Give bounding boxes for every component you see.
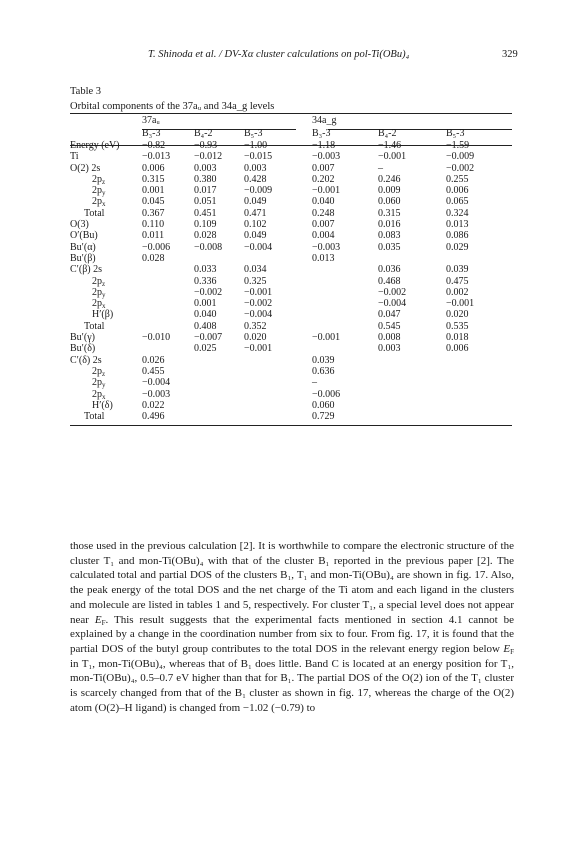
row-label: $2p_y$	[92, 286, 106, 299]
body-text: those used in the previous calculation [2]. It is worthwhile to compare the electronic structure of the cluster T₁ and mon-Ti(OBu)₄ with that of the cluster B₁ reported in the previous paper [2]. The calculated total and partial DOS of the clusters B₁, T₁ and mon-Ti(OBu)₄ are shown in fig. 17. Also, the peak energy of the total DOS and the net charge of the Ti atom and each ligand in the clusters and molecule are listed in tables 1 and 5, respectively. For cluster T₁, a special level does not appear near $E_F$. This result suggests that the experimental facts mentioned in section 4.1 cannot be explained by a change in the coordination number from six to four. From fig. 17, it is found that the partial DOS of the butyl group contributes to the total DOS in the relevant energy region below $E_F$ in T₁, mon-Ti(OBu)₄, whereas that of B₁ does little. Band C is located at an energy position for T₁, mon-Ti(OBu)₄, 0.5–0.7 eV higher than that for B₁. The partial DOS of the O(2) ion of the T₁ cluster is scarcely changed from that of the B₁ cluster as shown in fig. 17, whereas the charge of the O(2) atom (O(2)–H ligand) is changed from −1.02 (−0.79) to	[70, 540, 514, 714]
table-cell	[312, 276, 378, 287]
table-cell: −0.001	[244, 343, 273, 355]
table-row	[70, 377, 512, 388]
table-cell: −0.009	[446, 151, 475, 163]
table-cell: 0.040	[194, 309, 217, 321]
table-cell: 0.065	[446, 196, 469, 208]
table-cell: −0.82	[142, 140, 166, 151]
row-label: C′(δ) 2s	[70, 354, 102, 366]
table-cell: 0.018	[446, 332, 469, 344]
table-cell: 0.051	[194, 196, 217, 208]
table-cell: 0.006	[446, 185, 469, 197]
row-label: $2p_y$	[92, 185, 106, 198]
table-cell	[312, 298, 378, 309]
table-cell: −1.46	[378, 140, 402, 151]
table-cell: 0.315	[378, 207, 401, 219]
table-row	[70, 332, 512, 343]
table-cell: −0.001	[378, 151, 407, 163]
table-cell: –	[378, 162, 383, 174]
table-cell: 0.006	[446, 343, 469, 355]
table-cell: −0.004	[244, 241, 273, 253]
table-cell: −0.009	[244, 185, 273, 197]
table-cell: 0.007	[312, 219, 335, 231]
table-cell: 0.246	[378, 173, 401, 185]
table-cell: 0.001	[194, 298, 217, 310]
column-header: B₃-3	[312, 127, 331, 139]
table-cell: 0.109	[194, 219, 217, 231]
table-row	[70, 185, 512, 196]
table-cell: 0.352	[244, 320, 267, 332]
table-row	[70, 163, 512, 174]
table-cell: 0.035	[378, 241, 401, 253]
table-cell: 0.367	[142, 207, 165, 219]
table-cell	[244, 411, 312, 422]
table-cell	[312, 343, 378, 354]
table-cell: 0.025	[194, 343, 217, 355]
row-label: Ti	[70, 151, 79, 163]
group-header-37au: 37aᵤ	[142, 115, 160, 127]
column-header: B₄-2	[194, 127, 213, 139]
table-cell: 0.475	[446, 275, 469, 287]
table-cell: −0.003	[312, 241, 341, 253]
row-label: $2p_y$	[92, 377, 106, 390]
table-cell	[142, 264, 194, 275]
table-cell	[312, 309, 378, 320]
table-cell	[446, 253, 512, 264]
table-cell: 0.007	[312, 162, 335, 174]
table-cell	[378, 366, 446, 377]
table-cell	[244, 253, 312, 264]
table-cell: 0.636	[312, 365, 335, 377]
table-cell: 0.028	[194, 230, 217, 242]
table-row	[70, 151, 512, 162]
table-cell	[142, 309, 194, 320]
table-cell	[378, 411, 446, 422]
table-cell	[142, 287, 194, 298]
table-cell	[194, 377, 244, 388]
table-row	[70, 208, 512, 219]
row-label: C′(β) 2s	[70, 264, 102, 276]
row-label: Energy (eV)	[70, 140, 120, 151]
table-cell: –	[312, 377, 317, 389]
table-cell	[244, 400, 312, 411]
table-cell: −0.004	[378, 298, 407, 310]
table-cell: −0.002	[244, 298, 273, 310]
table-cell: 0.380	[194, 173, 217, 185]
table-cell: −0.013	[142, 151, 171, 163]
row-label: Total	[84, 320, 105, 332]
table-row	[70, 196, 512, 207]
table-row	[70, 355, 512, 366]
table-cell: 0.034	[244, 264, 267, 276]
table-cell: 0.428	[244, 173, 267, 185]
table-cell: −0.003	[142, 388, 171, 400]
table-cell: 0.020	[244, 332, 267, 344]
table-cell: −0.001	[312, 332, 341, 344]
table-cell: 0.248	[312, 207, 335, 219]
row-label: Bu′(α)	[70, 241, 96, 253]
table-cell: 0.006	[142, 162, 165, 174]
table-cell: −0.002	[378, 286, 407, 298]
table-cell: 0.545	[378, 320, 401, 332]
table-row	[70, 174, 512, 185]
table-row	[70, 400, 512, 411]
table-cell	[194, 355, 244, 366]
column-header: B₃-3	[142, 127, 161, 139]
table-cell: −0.010	[142, 332, 171, 344]
table-cell	[244, 366, 312, 377]
table-cell: 0.003	[378, 343, 401, 355]
table-cell: 0.324	[446, 207, 469, 219]
page-number: 329	[502, 49, 518, 60]
table-cell: 0.049	[244, 230, 267, 242]
table-row	[70, 389, 512, 400]
body-paragraph	[70, 539, 514, 715]
table-cell	[446, 411, 512, 422]
table-cell: 0.468	[378, 275, 401, 287]
running-title: T. Shinoda et al. / DV-Xα cluster calculations on pol-Ti(OBu)₄	[148, 49, 410, 60]
table-cell	[312, 321, 378, 332]
table-row	[70, 253, 512, 264]
table-cell: 0.001	[142, 185, 165, 197]
table-cell: 0.016	[378, 219, 401, 231]
table-cell: 0.102	[244, 219, 267, 231]
table-cell	[142, 276, 194, 287]
table-row	[70, 309, 512, 320]
group-header-row	[70, 115, 512, 127]
table-cell: 0.471	[244, 207, 267, 219]
table-cell: 0.003	[244, 162, 267, 174]
row-label: $2p_z$	[92, 275, 106, 288]
table-cell: 0.408	[194, 320, 217, 332]
table-row	[70, 140, 512, 151]
table-cell: 0.040	[312, 196, 335, 208]
table-cell: 0.086	[446, 230, 469, 242]
table-cell: −0.93	[194, 140, 218, 151]
table-cell: 0.060	[378, 196, 401, 208]
table-cell	[194, 366, 244, 377]
row-label: Bu′(γ)	[70, 332, 95, 344]
table-cell	[244, 377, 312, 388]
table-cell	[446, 377, 512, 388]
table-cell	[446, 389, 512, 400]
table-cell: 0.029	[446, 241, 469, 253]
table-cell	[194, 253, 244, 264]
table-cell: −0.001	[312, 185, 341, 197]
table-cell: 0.009	[378, 185, 401, 197]
table-cell: 0.049	[244, 196, 267, 208]
table-cell	[446, 366, 512, 377]
table-cell	[142, 298, 194, 309]
table-cell: 0.325	[244, 275, 267, 287]
table-cell: −0.015	[244, 151, 273, 163]
row-label: O′(Bu)	[70, 230, 98, 242]
table-row	[70, 366, 512, 377]
table-cell: 0.336	[194, 275, 217, 287]
table-cell: 0.008	[378, 332, 401, 344]
row-label: O(2) 2s	[70, 162, 101, 174]
table-top-rule	[70, 113, 512, 114]
table-cell: −0.008	[194, 241, 223, 253]
table-cell	[194, 400, 244, 411]
table-cell	[378, 400, 446, 411]
row-label: H′(δ)	[92, 399, 113, 411]
table-cell: 0.255	[446, 173, 469, 185]
row-label: Total	[84, 207, 105, 219]
table-cell: 0.003	[194, 162, 217, 174]
table-cell	[244, 355, 312, 366]
table-cell: −1.59	[446, 140, 470, 151]
column-header: B₅-3	[446, 127, 465, 139]
table-cell: 0.004	[312, 230, 335, 242]
row-label: $2p_x$	[92, 196, 106, 209]
table-cell: 0.110	[142, 219, 165, 231]
table-cell	[142, 343, 194, 354]
row-label: Bu′(δ)	[70, 343, 96, 355]
table-row	[70, 264, 512, 275]
table-cell: 0.011	[142, 230, 165, 242]
table-cell: −0.004	[142, 377, 171, 389]
table-cell: 0.022	[142, 399, 165, 411]
table-cell: 0.026	[142, 354, 165, 366]
table-row	[70, 242, 512, 253]
table-cell: 0.047	[378, 309, 401, 321]
table-cell: −0.007	[194, 332, 223, 344]
table-cell: −0.002	[194, 286, 223, 298]
row-label: O(3)	[70, 219, 89, 231]
table-cell: 0.033	[194, 264, 217, 276]
table-cell	[378, 377, 446, 388]
row-label: $2p_z$	[92, 365, 106, 378]
table-cell: 0.451	[194, 207, 217, 219]
table-cell: 0.039	[312, 354, 335, 366]
running-header	[0, 49, 576, 65]
table-cell	[142, 321, 194, 332]
row-label: H′(β)	[92, 309, 114, 321]
table-cell: 0.083	[378, 230, 401, 242]
table-cell: 0.202	[312, 173, 335, 185]
table-title: Orbital components of the 37aᵤ and 34a_g levels	[70, 101, 275, 112]
row-label: Total	[84, 411, 105, 423]
table-cell: 0.535	[446, 320, 469, 332]
table-cell: 0.020	[446, 309, 469, 321]
table-cell	[194, 389, 244, 400]
table-cell	[194, 411, 244, 422]
table-cell: −0.001	[244, 286, 273, 298]
table-cell	[312, 264, 378, 275]
table-cell: 0.039	[446, 264, 469, 276]
table-cell	[446, 400, 512, 411]
table-cell: −1.18	[312, 140, 336, 151]
table-cell: −0.003	[312, 151, 341, 163]
row-label: $2p_z$	[92, 173, 106, 186]
table-row	[70, 343, 512, 354]
data-table	[70, 115, 512, 422]
table-cell: 0.045	[142, 196, 165, 208]
table-label: Table 3	[70, 86, 102, 97]
table-cell: 0.017	[194, 185, 217, 197]
row-label: $2p_x$	[92, 298, 106, 311]
table-cell: 0.455	[142, 365, 165, 377]
table-cell: −0.006	[142, 241, 171, 253]
table-cell	[378, 253, 446, 264]
column-header-row	[70, 127, 512, 140]
table-row	[70, 321, 512, 332]
table-cell: 0.036	[378, 264, 401, 276]
table-cell: 0.013	[446, 219, 469, 231]
table-cell: −0.001	[446, 298, 475, 310]
table-cell: 0.315	[142, 173, 165, 185]
table-cell: −0.006	[312, 388, 341, 400]
table-row	[70, 276, 512, 287]
table-cell: 0.013	[312, 252, 335, 264]
table-cell: 0.028	[142, 252, 165, 264]
row-label: Bu′(β)	[70, 252, 96, 264]
table-cell: 0.729	[312, 411, 335, 423]
table-cell: −0.002	[446, 162, 475, 174]
column-header: B₅-3	[244, 127, 263, 139]
table-cell	[312, 287, 378, 298]
table-row	[70, 298, 512, 309]
table-cell: 0.060	[312, 399, 335, 411]
table-bottom-rule	[70, 425, 512, 426]
table-cell: 0.002	[446, 286, 469, 298]
table-row	[70, 411, 512, 422]
row-label: $2p_x$	[92, 388, 106, 401]
table-cell: −1.00	[244, 140, 268, 151]
table-row	[70, 287, 512, 298]
table-cell: 0.496	[142, 411, 165, 423]
group-header-34ag: 34a_g	[312, 115, 337, 127]
table-caption	[70, 84, 274, 114]
table-cell	[446, 355, 512, 366]
table-row	[70, 230, 512, 241]
table-row	[70, 219, 512, 230]
column-header: B₄-2	[378, 127, 397, 139]
table-cell: −0.004	[244, 309, 273, 321]
table-cell: −0.012	[194, 151, 223, 163]
table-cell	[244, 389, 312, 400]
table-cell	[378, 355, 446, 366]
table-cell	[378, 389, 446, 400]
